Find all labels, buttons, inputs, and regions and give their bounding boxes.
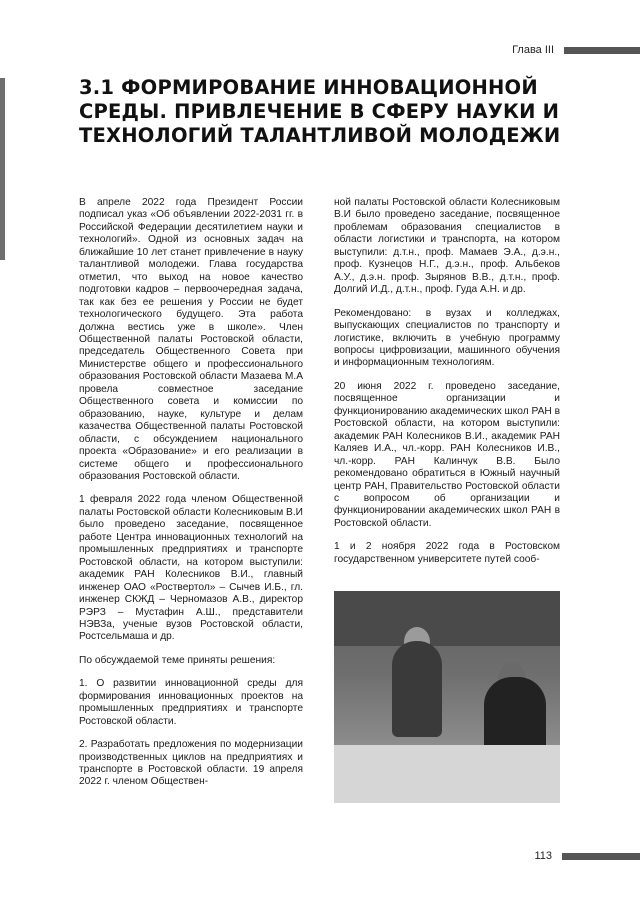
paragraph: 2. Разработать предложения по модернизации производственных циклов на предприятиях и транспорте в Ростовской области. 19 апреля 2022 г. членом Обществен- <box>79 739 303 788</box>
footer-bar <box>562 853 640 860</box>
meeting-photo <box>334 591 560 803</box>
paragraph: 1 февраля 2022 года членом Общественной палаты Ростовской области Колесниковым В.И было проведено заседание, посвященное работе Центра инновационных технологий на промышленных предприятиях и транспорте Ростовской области, на котором выступили: академик РАН Колесников В.И., главный инженер ОАО «Роствертол» – Сычев И.Б., гл. инженер СКЖД – Черномазов А.В., директор РЭРЗ – Мустафин А.Ш., представители НЭВЗа, ученые вузов Ростовской области, Ростсельмаша и др. <box>79 494 303 643</box>
left-margin-rule <box>0 78 5 260</box>
right-column <box>334 197 560 577</box>
left-column <box>79 197 303 800</box>
paragraph: В апреле 2022 года Президент России подписал указ «Об объявлении 2022-2031 гг. в Российской Федерации десятилетием науки и технологий». Одной из основных задач на ближайшие 10 лет станет привлечение в науку талантливой молодежи. Глава государства отметил, что выход на новое качество подготовки кадров – первоочередная задача, так как без ее решения у России не будет технологического будущего. Эта работа должна вестись уже в школе». Член Общественной палаты Ростовской области, председатель Общественного Совета при Министерстве общего и профессионального образования Ростовской области Мазаева М.А провела совместное заседание Общественного совета и комиссии по образованию, науке, культуре и делам казачества Общественной палаты Ростовской области, с обсуждением национального проекта «Образование» и его реализации в системе общего и профессионального образования Ростовской области. <box>79 197 303 482</box>
paragraph: 1. О развитии инновационной среды для формирования инновационных проектов на промышленных предприятиях и транспорте Ростовской области. <box>79 678 303 727</box>
chapter-label: Глава III <box>512 44 554 56</box>
person-figure <box>392 641 442 737</box>
paragraph: По обсуждаемой теме приняты решения: <box>79 654 276 666</box>
section-title: 3.1 ФОРМИРОВАНИЕ ИННОВАЦИОННОЙ СРЕДЫ. ПРИВЛЕЧЕНИЕ В СФЕРУ НАУКИ И ТЕХНОЛОГИЙ ТАЛАНТЛИВОЙ МОЛОДЕЖИ <box>79 76 561 147</box>
paragraph: 20 июня 2022 г. проведено заседание, посвященное организации и функционированию академических школ РАН в Ростовской области, на котором выступили: академик РАН Колесников В.И., академик РАН Каляев И.А., чл.-корр. РАН Колесников И.В., чл.-корр. РАН Калинчук В.В. Было рекомендовано обратиться в Южный научный центр РАН, Правительство Ростовской области с вопросом об организации и функционировании академических школ РАН в Ростовской области. <box>334 380 560 529</box>
paragraph: 1 и 2 ноября 2022 года в Ростовском государственном университете путей сооб- <box>334 541 560 565</box>
header-bar <box>564 47 640 54</box>
page-number: 113 <box>534 850 552 862</box>
photo-table <box>334 745 560 803</box>
paragraph: Рекомендовано: в вузах и колледжах, выпускающих специалистов по транспорту и логистике, включить в учебную программу вопросы цифровизации, машинного обучения и информационным технологиям. <box>334 307 560 369</box>
photo-background <box>334 591 560 646</box>
paragraph: ной палаты Ростовской области Колесниковым В.И было проведено заседание, посвященное проблемам образования специалистов в области логистики и транспорта, на котором выступили: д.т.н., проф. Мамаев Э.А., д.э.н., проф. Кузнецов Н.Г., д.э.н., проф. Альбеков А.У., д.э.н. проф. Зырянов В.В., д.т.н., проф. Долгий И.Д., д.т.н., проф. Гуда А.Н. и др. <box>334 197 560 296</box>
